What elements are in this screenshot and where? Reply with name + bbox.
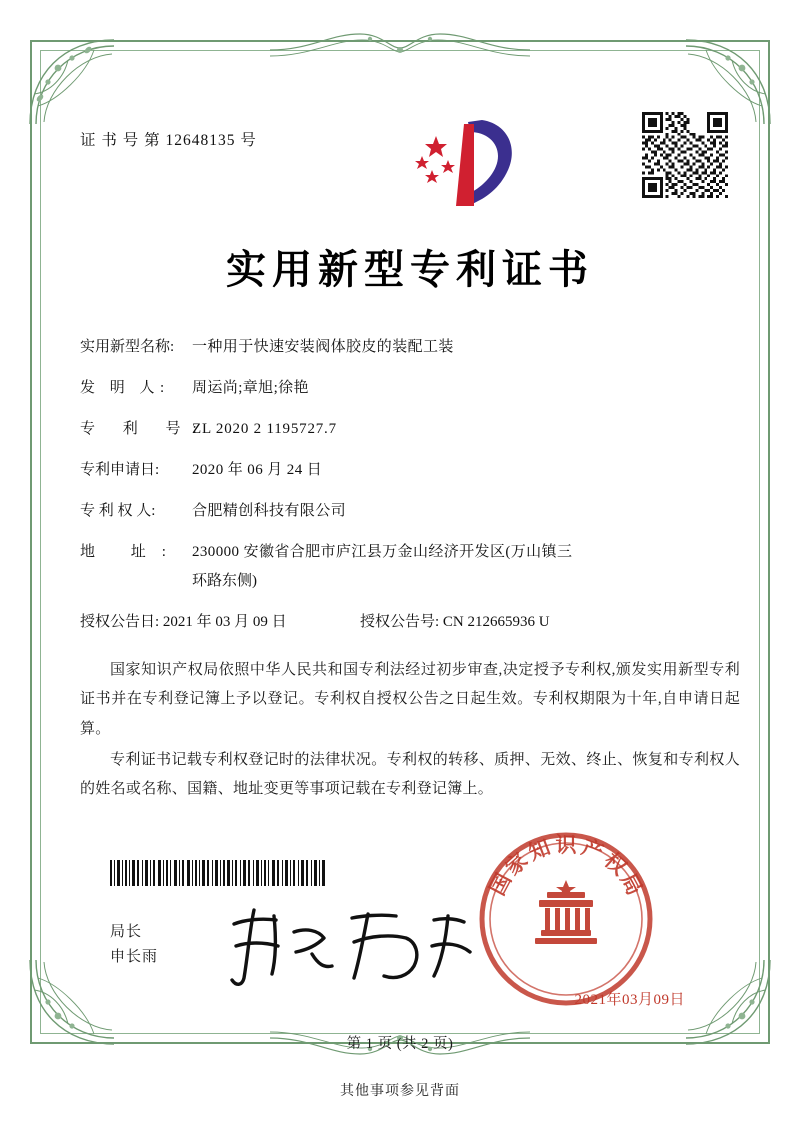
director-block (110, 920, 158, 970)
official-seal (477, 830, 655, 1008)
announcement-number-label: 授权公告号: (360, 614, 440, 630)
field-label-patent-number: 专 利 号: (80, 421, 209, 437)
page-number: 第 1 页 (共 2 页) (346, 1036, 454, 1052)
qr-code (642, 112, 728, 203)
field-application-date (80, 458, 740, 482)
field-label-application-date: 专利申请日: (80, 462, 160, 478)
signature-area (80, 833, 740, 1040)
field-value-inventor: 周运尚;章旭;徐艳 (192, 380, 309, 396)
field-utility-model-name (80, 335, 740, 359)
cnipa-logo-icon (412, 114, 532, 219)
certificate-content (80, 110, 740, 806)
svg-text:产: 产 (578, 834, 607, 865)
field-value-utility-model-name: 一种用于快速安装阀体胶皮的装配工装 (192, 339, 454, 355)
barcode (110, 860, 325, 886)
director-name: 申长雨 (110, 948, 159, 965)
footer-note: 其他事项参见背面 (340, 1084, 460, 1099)
field-inventor (80, 376, 740, 400)
svg-text:国: 国 (485, 869, 517, 900)
field-value-patent-number: ZL 2020 2 1195727.7 (192, 421, 337, 437)
seal-date: 2021年03月09日 (574, 992, 685, 1008)
certificate-number: 证 书 号 第 12648135 号 (80, 132, 257, 149)
page-title: 实用新型专利证书 (226, 248, 594, 292)
svg-text:家: 家 (500, 848, 533, 880)
svg-text:局: 局 (615, 869, 647, 900)
field-value-address-line2: 环路东侧) (192, 573, 257, 589)
announcement-date (80, 610, 360, 634)
announcement-number (360, 610, 740, 634)
field-patentee (80, 499, 740, 523)
field-list (80, 335, 740, 634)
grant-info-row (80, 610, 740, 634)
legal-paragraph-2: 专利证书记载专利权登记时的法律状况。专利权的转移、质押、无效、终止、恢复和专利权人的姓名或名称、国籍、地址变更等事项记载在专利登记簿上。 (80, 751, 740, 797)
announcement-date-value: 2021 年 03 月 09 日 (162, 614, 287, 630)
field-value-address: 230000 安徽省合肥市庐江县万金山经济开发区(万山镇三 (192, 544, 573, 560)
field-value-application-date: 2020 年 06 月 24 日 (192, 462, 323, 478)
announcement-number-value: CN 212665936 U (442, 614, 550, 630)
top-flourish-ornament (270, 30, 530, 74)
legal-paragraph-1: 国家知识产权局依照中华人民共和国专利法经过初步审查,决定授予专利权,颁发实用新型专利证书并在专利登记簿上予以登记。专利权自授权公告之日起生效。专利权期限为十年,自申请日起算。 (80, 662, 740, 737)
director-title: 局长 (110, 924, 143, 940)
svg-text:权: 权 (599, 848, 632, 880)
handwritten-signature (220, 902, 480, 992)
field-label-utility-model-name: 实用新型名称: (80, 339, 175, 355)
field-label-inventor: 发 明 人: (80, 380, 170, 396)
field-value-patentee: 合肥精创科技有限公司 (192, 503, 347, 519)
announcement-date-label: 授权公告日: (80, 614, 160, 630)
field-address (80, 540, 740, 564)
svg-text:知: 知 (525, 834, 554, 865)
field-label-patentee: 专 利 权 人: (80, 503, 156, 519)
header-row (80, 110, 740, 220)
legal-body-text (80, 656, 740, 804)
field-patent-number (80, 417, 740, 441)
field-label-address: 地 址: (80, 544, 182, 560)
svg-text:识: 识 (555, 833, 577, 857)
